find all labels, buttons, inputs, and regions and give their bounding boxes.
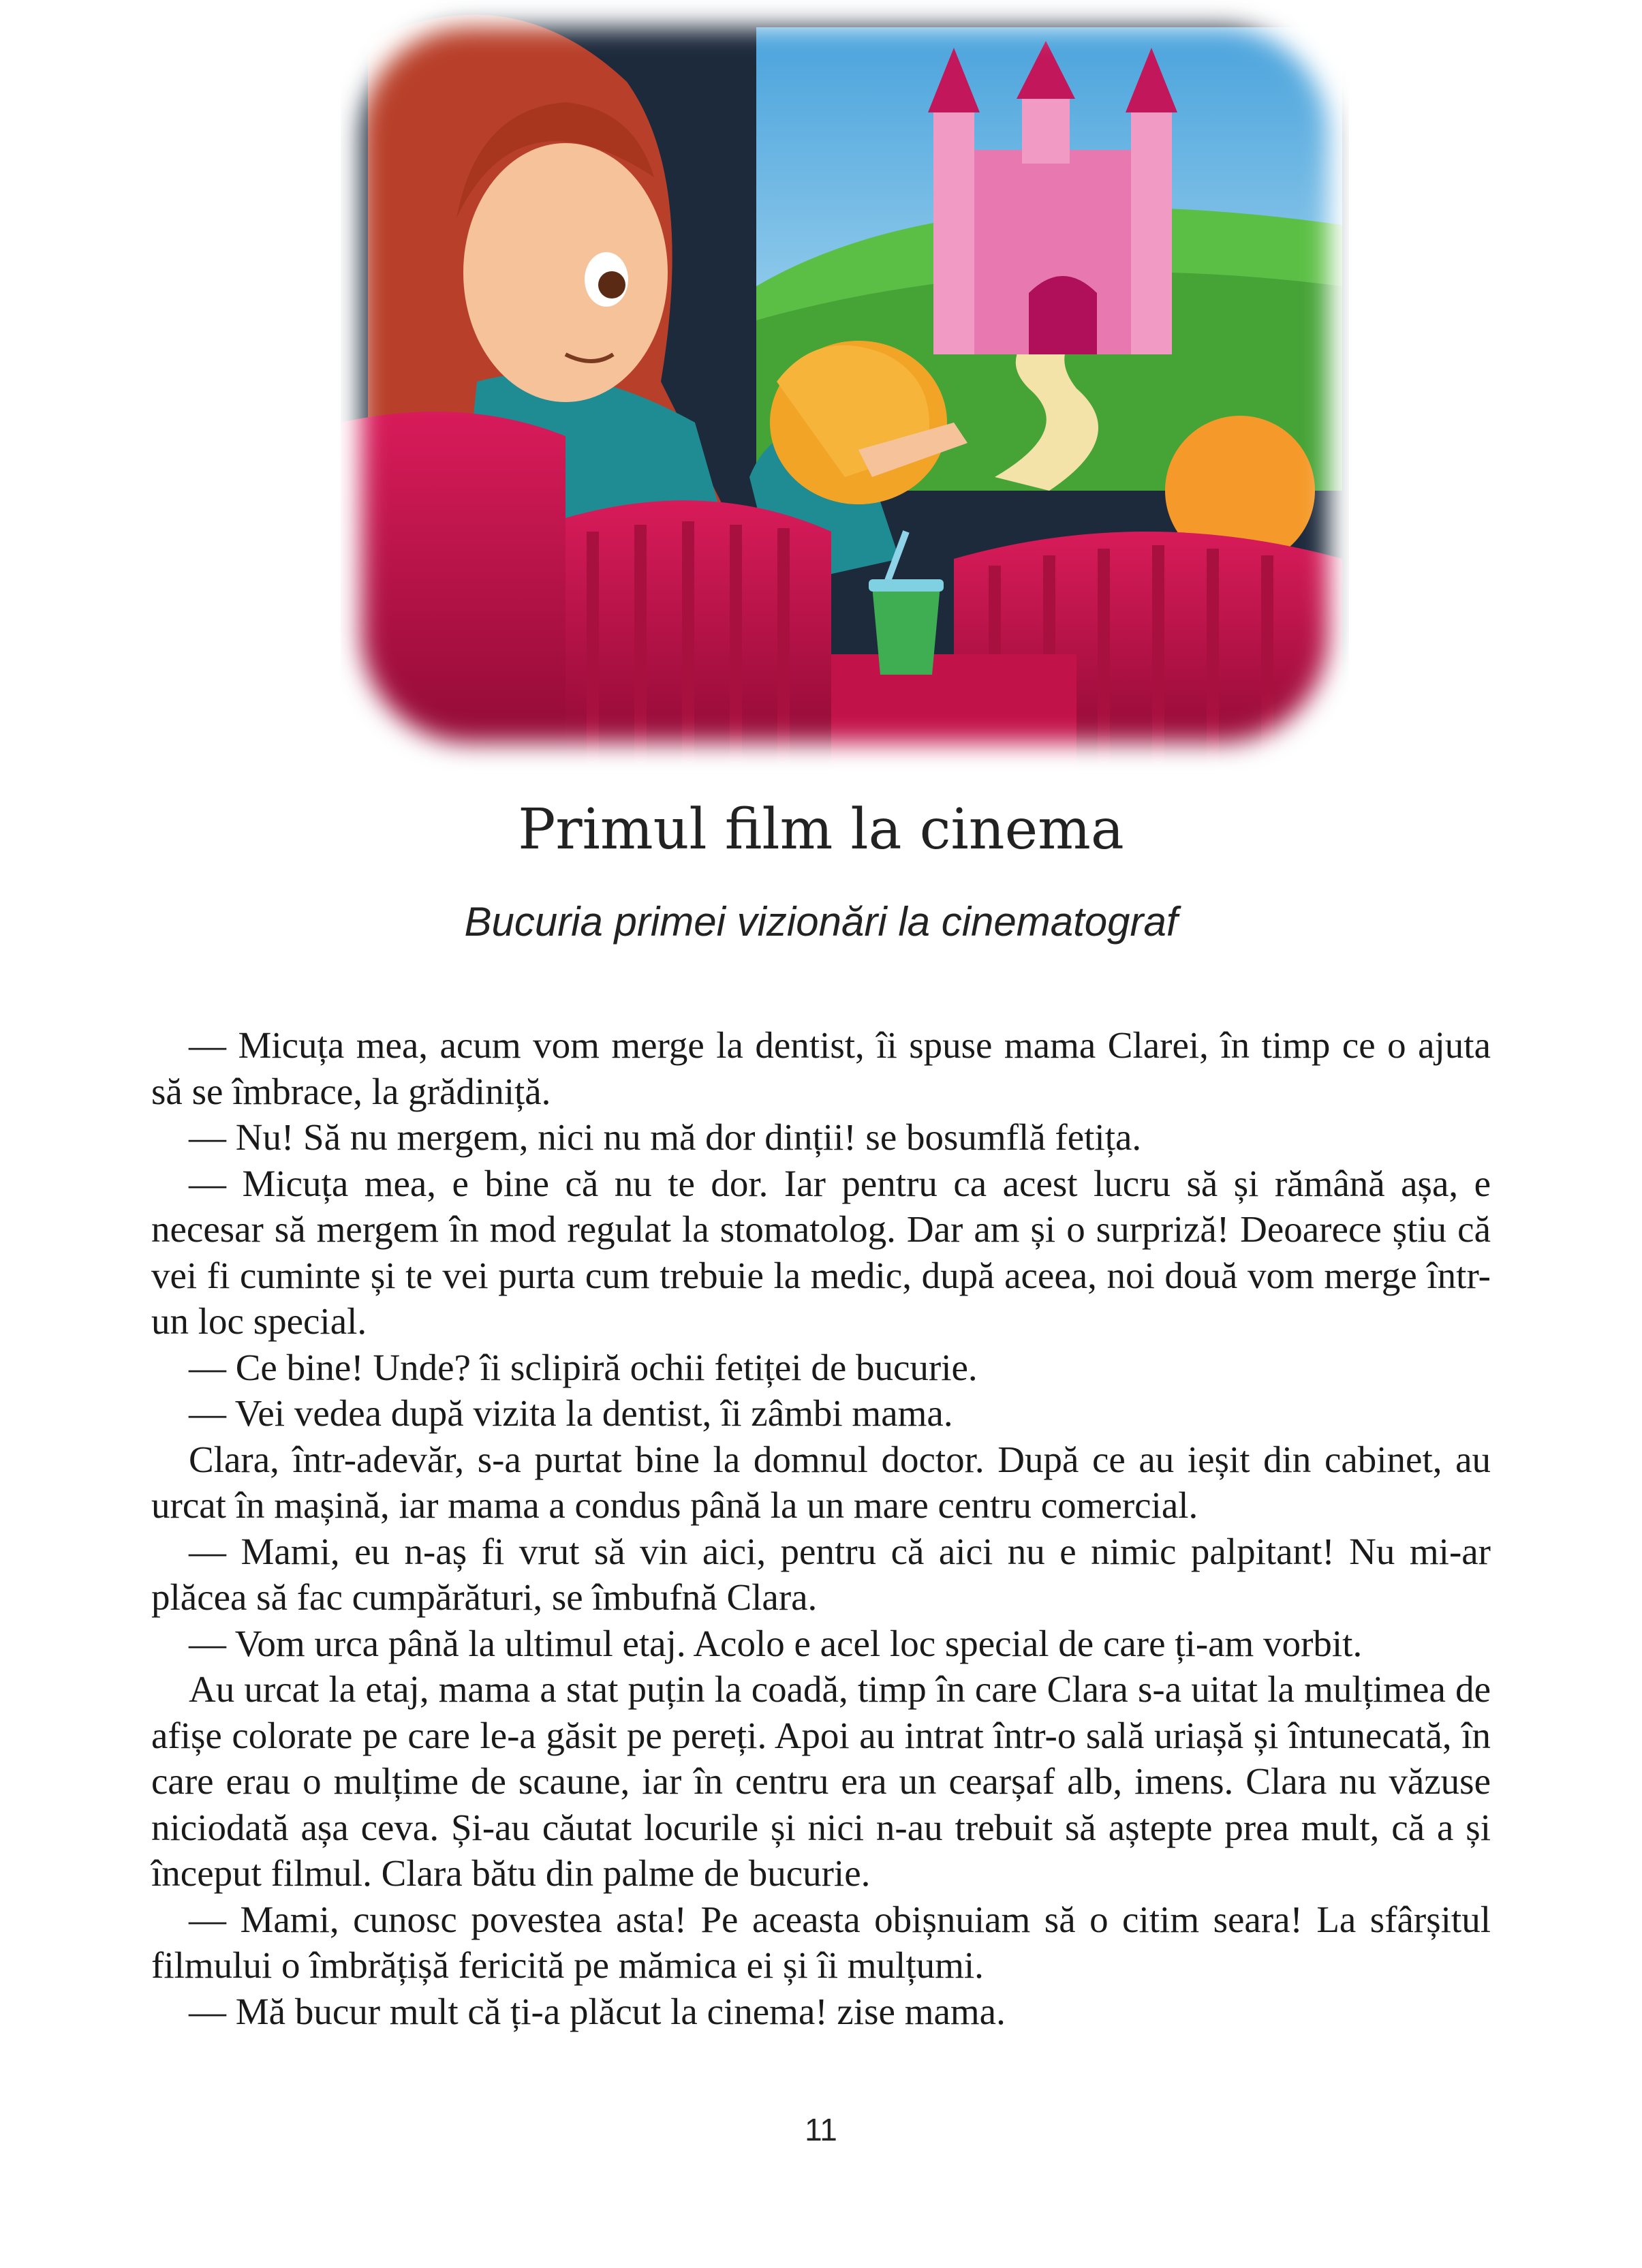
story-paragraph: — Vom urca până la ultimul etaj. Acolo e acel loc special de care ți-am vorbit. bbox=[189, 1622, 1363, 1664]
page-number: 11 bbox=[805, 2112, 837, 2147]
story-text bbox=[151, 1022, 1491, 2034]
story-paragraph: — Mami, cunosc povestea asta! Pe aceasta obișnuiam să o citim seara! La sfârșitul filmului o îmbrățișă fericită pe mămica ei și îi mulțumi. bbox=[151, 1898, 1491, 1986]
castle-icon bbox=[928, 41, 1177, 354]
story-paragraph: — Mami, eu n-aș fi vrut să vin aici, pentru că aici nu e nimic palpitant! Nu mi-ar plăcea să fac cumpărături, se îmbufnă Clara. bbox=[151, 1530, 1491, 1618]
story-paragraph: — Nu! Să nu mergem, nici nu mă dor dinții! se bosumflă fetița. bbox=[189, 1116, 1142, 1158]
page-title: Primul film la cinema bbox=[518, 797, 1124, 862]
story-paragraph: — Micuța mea, acum vom merge la dentist, îi spuse mama Clarei, în timp ce o ajuta să se îmbrace, la grădiniță. bbox=[151, 1024, 1491, 1112]
story-paragraph: Au urcat la etaj, mama a stat puțin la coadă, timp în care Clara s-a uitat la mulțimea de afișe colorate pe care le-a găsit pe pereți. Apoi au intrat într-o sală uriașă și întunecată, în care erau o mulțime de scaune, iar în centru era un cearșaf alb, imens. Clara nu văzuse niciodată așa ceva. Și-au căutat locurile și nici n-au trebuit să aștepte prea mult, că a și început filmul. Clara bătu din palme de bucurie. bbox=[151, 1668, 1491, 1894]
story-paragraph: — Micuța mea, e bine că nu te dor. Iar pentru ca acest lucru să și rămână așa, e necesar să mergem în mod regulat la stomatolog. Dar am și o surpriză! Deoarece știu că vei fi cuminte și te vei purta cum trebuie la medic, după aceea, noi două vom merge într-un loc special. bbox=[151, 1162, 1491, 1342]
cinema-illustration bbox=[341, 0, 1349, 770]
story-paragraph: — Mă bucur mult că ți-a plăcut la cinema! zise mama. bbox=[189, 1990, 1006, 2032]
story-paragraph: Clara, într-adevăr, s-a purtat bine la domnul doctor. După ce au ieșit din cabinet, au urcat în mașină, iar mama a condus până la un mare centru comercial. bbox=[151, 1438, 1491, 1526]
page-subtitle: Bucuria primei vizionări la cinematograf bbox=[464, 899, 1178, 945]
story-paragraph: — Vei vedea după vizita la dentist, îi zâmbi mama. bbox=[189, 1392, 953, 1434]
story-paragraph: — Ce bine! Unde? îi sclipiră ochii fetiței de bucurie. bbox=[189, 1346, 978, 1388]
